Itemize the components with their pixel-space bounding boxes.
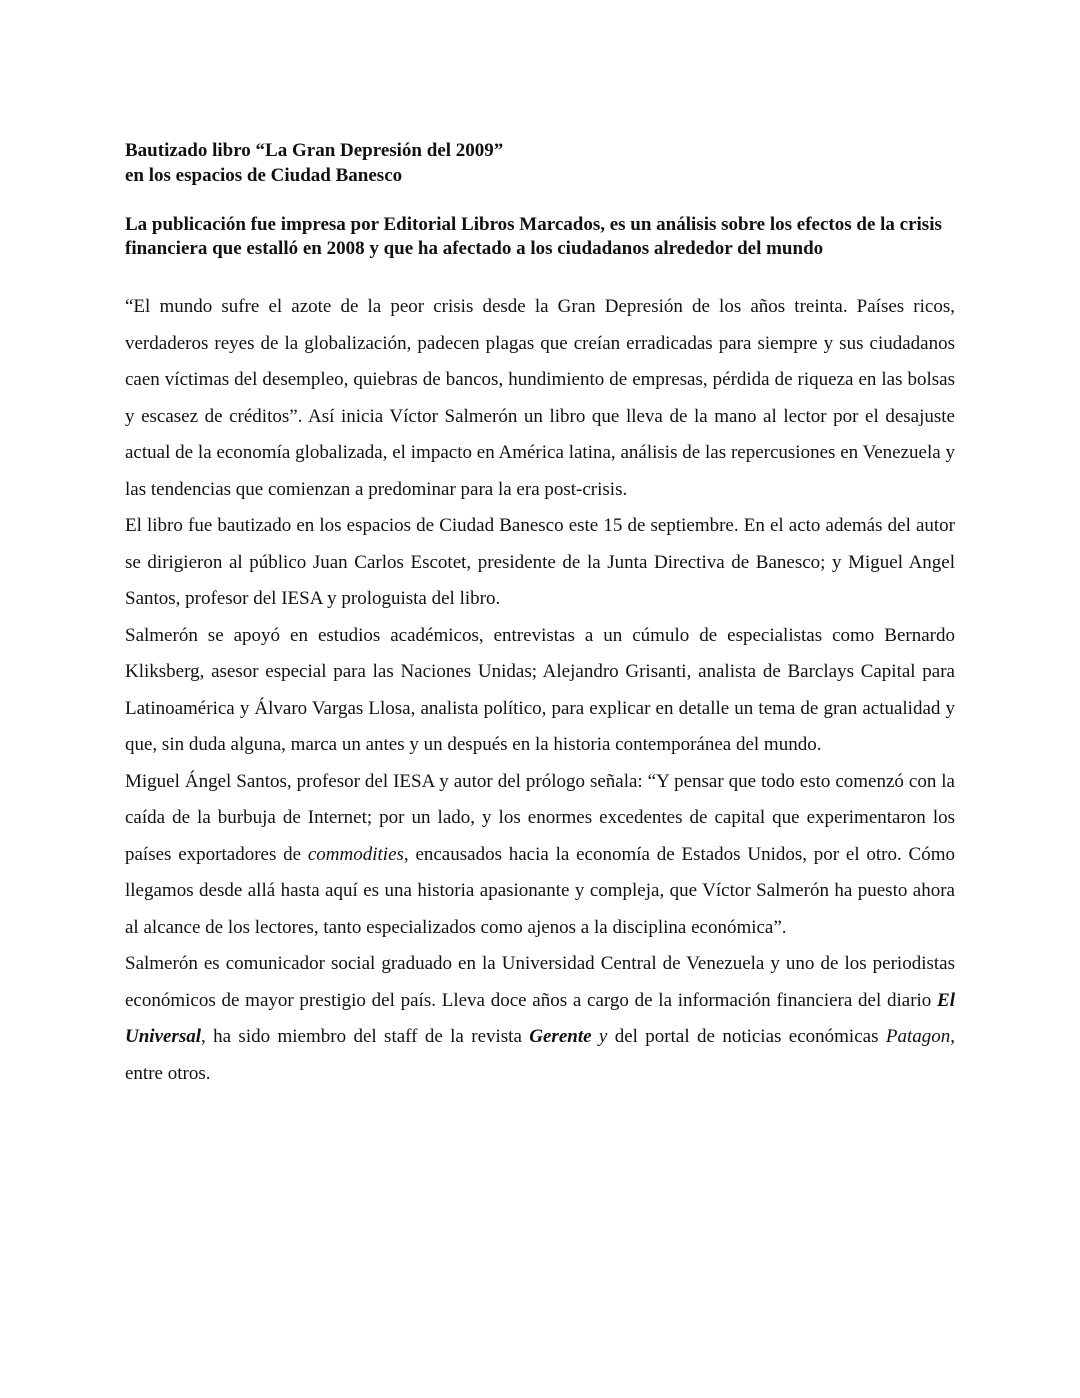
- magazine-name: Gerente: [529, 1026, 592, 1047]
- headline-line-1: Bautizado libro “La Gran Depresión del 2009”: [125, 140, 504, 161]
- paragraph-4-text-b: , encausados hacia la economía de Estados Unidos, por el otro. Cómo llegamos desde allá hasta aquí es una historia apasionante y compleja, que Víctor Salmerón ha puesto ahora al alcance de los lectores, tanto especializados como ajenos a la disciplina económica”.: [125, 843, 955, 938]
- portal-name: Patagon: [885, 1026, 951, 1047]
- paragraph-2: El libro fue bautizado en los espacios de Ciudad Banesco este 15 de septiembre. En el acto además del autor se dirigieron al público Juan Carlos Escotet, presidente de la Junta Directiva de Banesco; y Miguel Angel Santos, profesor del IESA y prologuista del libro.: [125, 515, 955, 609]
- paragraph-5: [125, 946, 955, 1092]
- paragraph-5-connector: y: [591, 1026, 608, 1047]
- article-body: [125, 289, 955, 1092]
- paragraph-1: “El mundo sufre el azote de la peor crisis desde la Gran Depresión de los años treinta. Países ricos, verdaderos reyes de la globalización, padecen plagas que creían erradicadas para siempre y sus ciudadanos caen víctimas del desempleo, quiebras de bancos, hundimiento de empresas, pérdida de riqueza en las bolsas y escasez de créditos”. Así inicia Víctor Salmerón un libro que lleva de la mano al lector por el desajuste actual de la economía globalizada, el impacto en América latina, análisis de las repercusiones en Venezuela y las tendencias que comienzan a predominar para la era post-crisis.: [125, 296, 955, 500]
- paragraph-5-text-c: del portal de noticias económicas: [607, 1026, 886, 1047]
- newspaper-name: El Universal: [125, 989, 955, 1047]
- paragraph-5-text-d: , entre otros.: [125, 1026, 955, 1084]
- document-page: [125, 138, 955, 1092]
- paragraph-5-text-a: Salmerón es comunicador social graduado en la Universidad Central de Venezuela y uno de los periodistas económicos de mayor prestigio del país. Lleva doce años a cargo de la información financiera del diario: [125, 953, 955, 1011]
- headline-line-2: en los espacios de Ciudad Banesco: [125, 165, 403, 186]
- paragraph-4-text-a: Miguel Ángel Santos, profesor del IESA y autor del prólogo señala: “Y pensar que todo esto comenzó con la caída de la burbuja de Internet; por un lado, y los enormes excedentes de capital que experimentaron los países exportadores de: [125, 770, 955, 865]
- paragraph-3: Salmerón se apoyó en estudios académicos, entrevistas a un cúmulo de especialistas como Bernardo Kliksberg, asesor especial para las Naciones Unidas; Alejandro Grisanti, analista de Barclays Capital para Latinoamérica y Álvaro Vargas Llosa, analista político, para explicar en detalle un tema de gran actualidad y que, sin duda alguna, marca un antes y un después en la historia contemporánea del mundo.: [125, 624, 955, 755]
- commodities-term: commodities: [307, 843, 404, 865]
- subtitle: La publicación fue impresa por Editorial Libros Marcados, es un análisis sobre los efectos de la crisis financiera que estalló en 2008 y que ha afectado a los ciudadanos alrededor del mundo: [125, 214, 942, 259]
- headline: [125, 138, 955, 188]
- paragraph-5-text-b: , ha sido miembro del staff de la revista: [201, 1026, 530, 1047]
- paragraph-4: [125, 764, 955, 947]
